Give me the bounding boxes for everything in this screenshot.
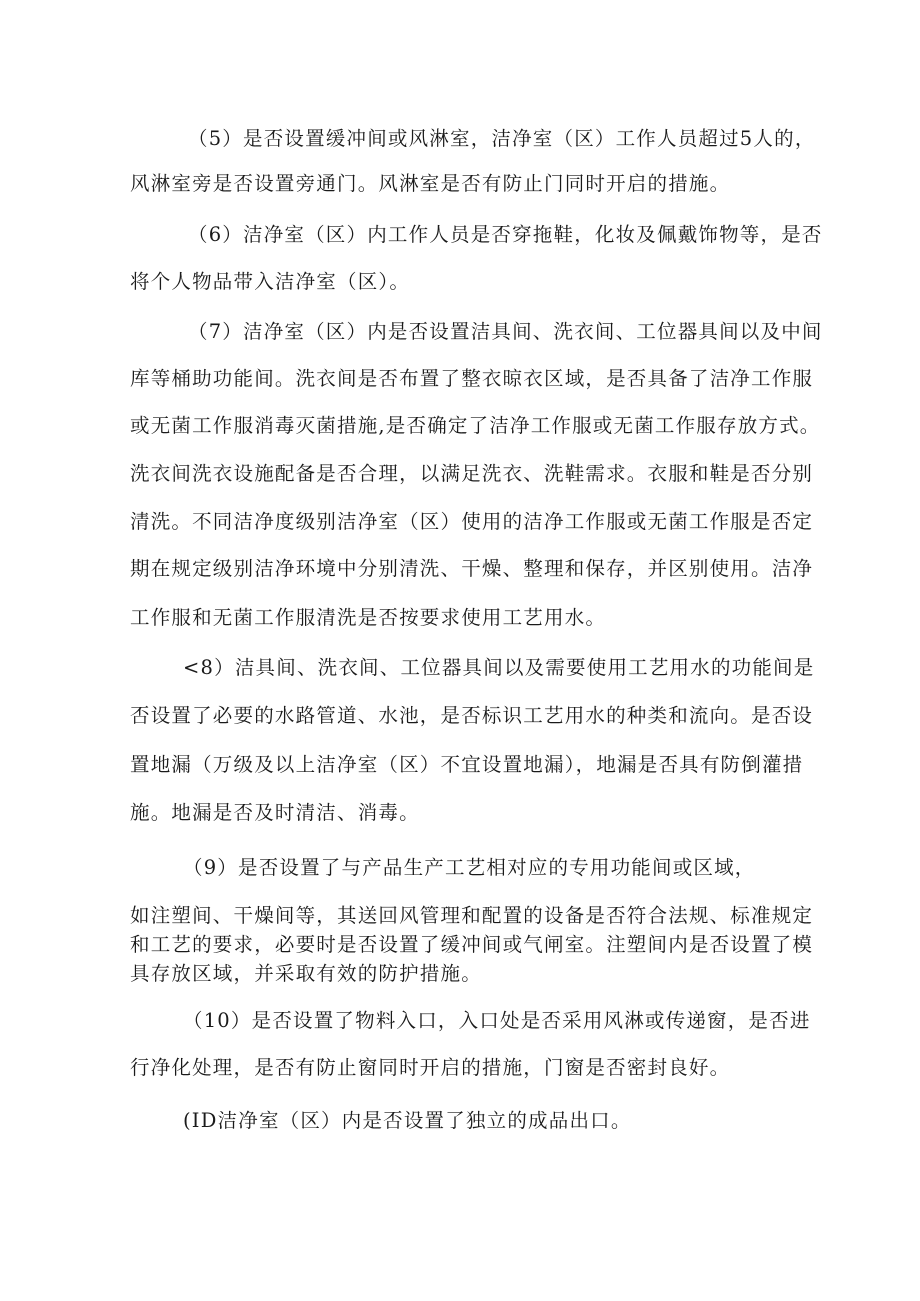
- paragraph-8-line-4: 施。地漏是否及时清洁、消毒。: [130, 801, 420, 824]
- paragraph-9-line-4: 具存放区域，并采取有效的防护措施。: [130, 962, 482, 985]
- paragraph-5-line-2: 风淋室旁是否设置旁通门。风淋室是否有防止门同时开启的措施。: [130, 172, 731, 195]
- paragraph-8-line-2: 否设置了必要的水路管道、水池，是否标识工艺用水的种类和流向。是否设: [130, 704, 814, 727]
- paragraph-5-line-1: （5）是否设置缓冲间或风淋室，洁净室（区）工作人员超过5人的，: [188, 127, 816, 150]
- paragraph-7-line-1: （7）洁净室（区）内是否设置洁具间、洗衣间、工位器具间以及中间: [188, 320, 823, 343]
- paragraph-7-line-7: 工作服和无菌工作服清洗是否按要求使用工艺用水。: [130, 606, 607, 629]
- paragraph-10-line-1: （10）是否设置了物料入口，入口处是否采用风淋或传递窗，是否进: [183, 1009, 811, 1032]
- paragraph-8-line-3: 置地漏（万级及以上洁净室（区）不宜设置地漏），地漏是否具有防倒灌措: [130, 753, 804, 776]
- paragraph-6-line-2: 将个人物品带入洁净室（区）。: [130, 270, 411, 293]
- paragraph-7-line-3: 或无菌工作服消毒灭菌措施,是否确定了洁净工作服或无菌工作服存放方式。: [130, 414, 821, 437]
- paragraph-8-line-1: <8）洁具间、洗衣间、工位器具间以及需要使用工艺用水的功能间是: [183, 656, 815, 679]
- paragraph-7-line-4: 洗衣间洗衣设施配备是否合理，以满足洗衣、洗鞋需求。衣服和鞋是否分别: [130, 462, 814, 485]
- paragraph-9-line-2: 如注塑间、干燥间等，其送回风管理和配置的设备是否符合法规、标准规定: [130, 904, 814, 927]
- paragraph-10-line-2: 行净化处理，是否有防止窗同时开启的措施，门窗是否密封良好。: [130, 1056, 731, 1079]
- paragraph-6-line-1: （6）洁净室（区）内工作人员是否穿拖鞋，化妆及佩戴饰物等，是否: [188, 223, 823, 246]
- paragraph-9-line-1: （9）是否设置了与产品生产工艺相对应的专用功能间或区域，: [183, 856, 756, 879]
- paragraph-7-line-2: 库等桶助功能间。洗衣间是否布置了整衣晾衣区域，是否具备了洁净工作服: [130, 367, 814, 390]
- paragraph-7-line-5: 清洗。不同洁净度级别洁净室（区）使用的洁净工作服或无菌工作服是否定: [130, 510, 814, 533]
- paragraph-11-line-1: (ID洁净室（区）内是否设置了独立的成品出口。: [183, 1109, 632, 1132]
- paragraph-9-line-3: 和工艺的要求，必要时是否设置了缓冲间或气闸室。注塑间内是否设置了模: [130, 933, 814, 956]
- paragraph-7-line-6: 期在规定级别洁净环境中分别清洗、干燥、整理和保存，并区别使用。洁净: [130, 557, 814, 580]
